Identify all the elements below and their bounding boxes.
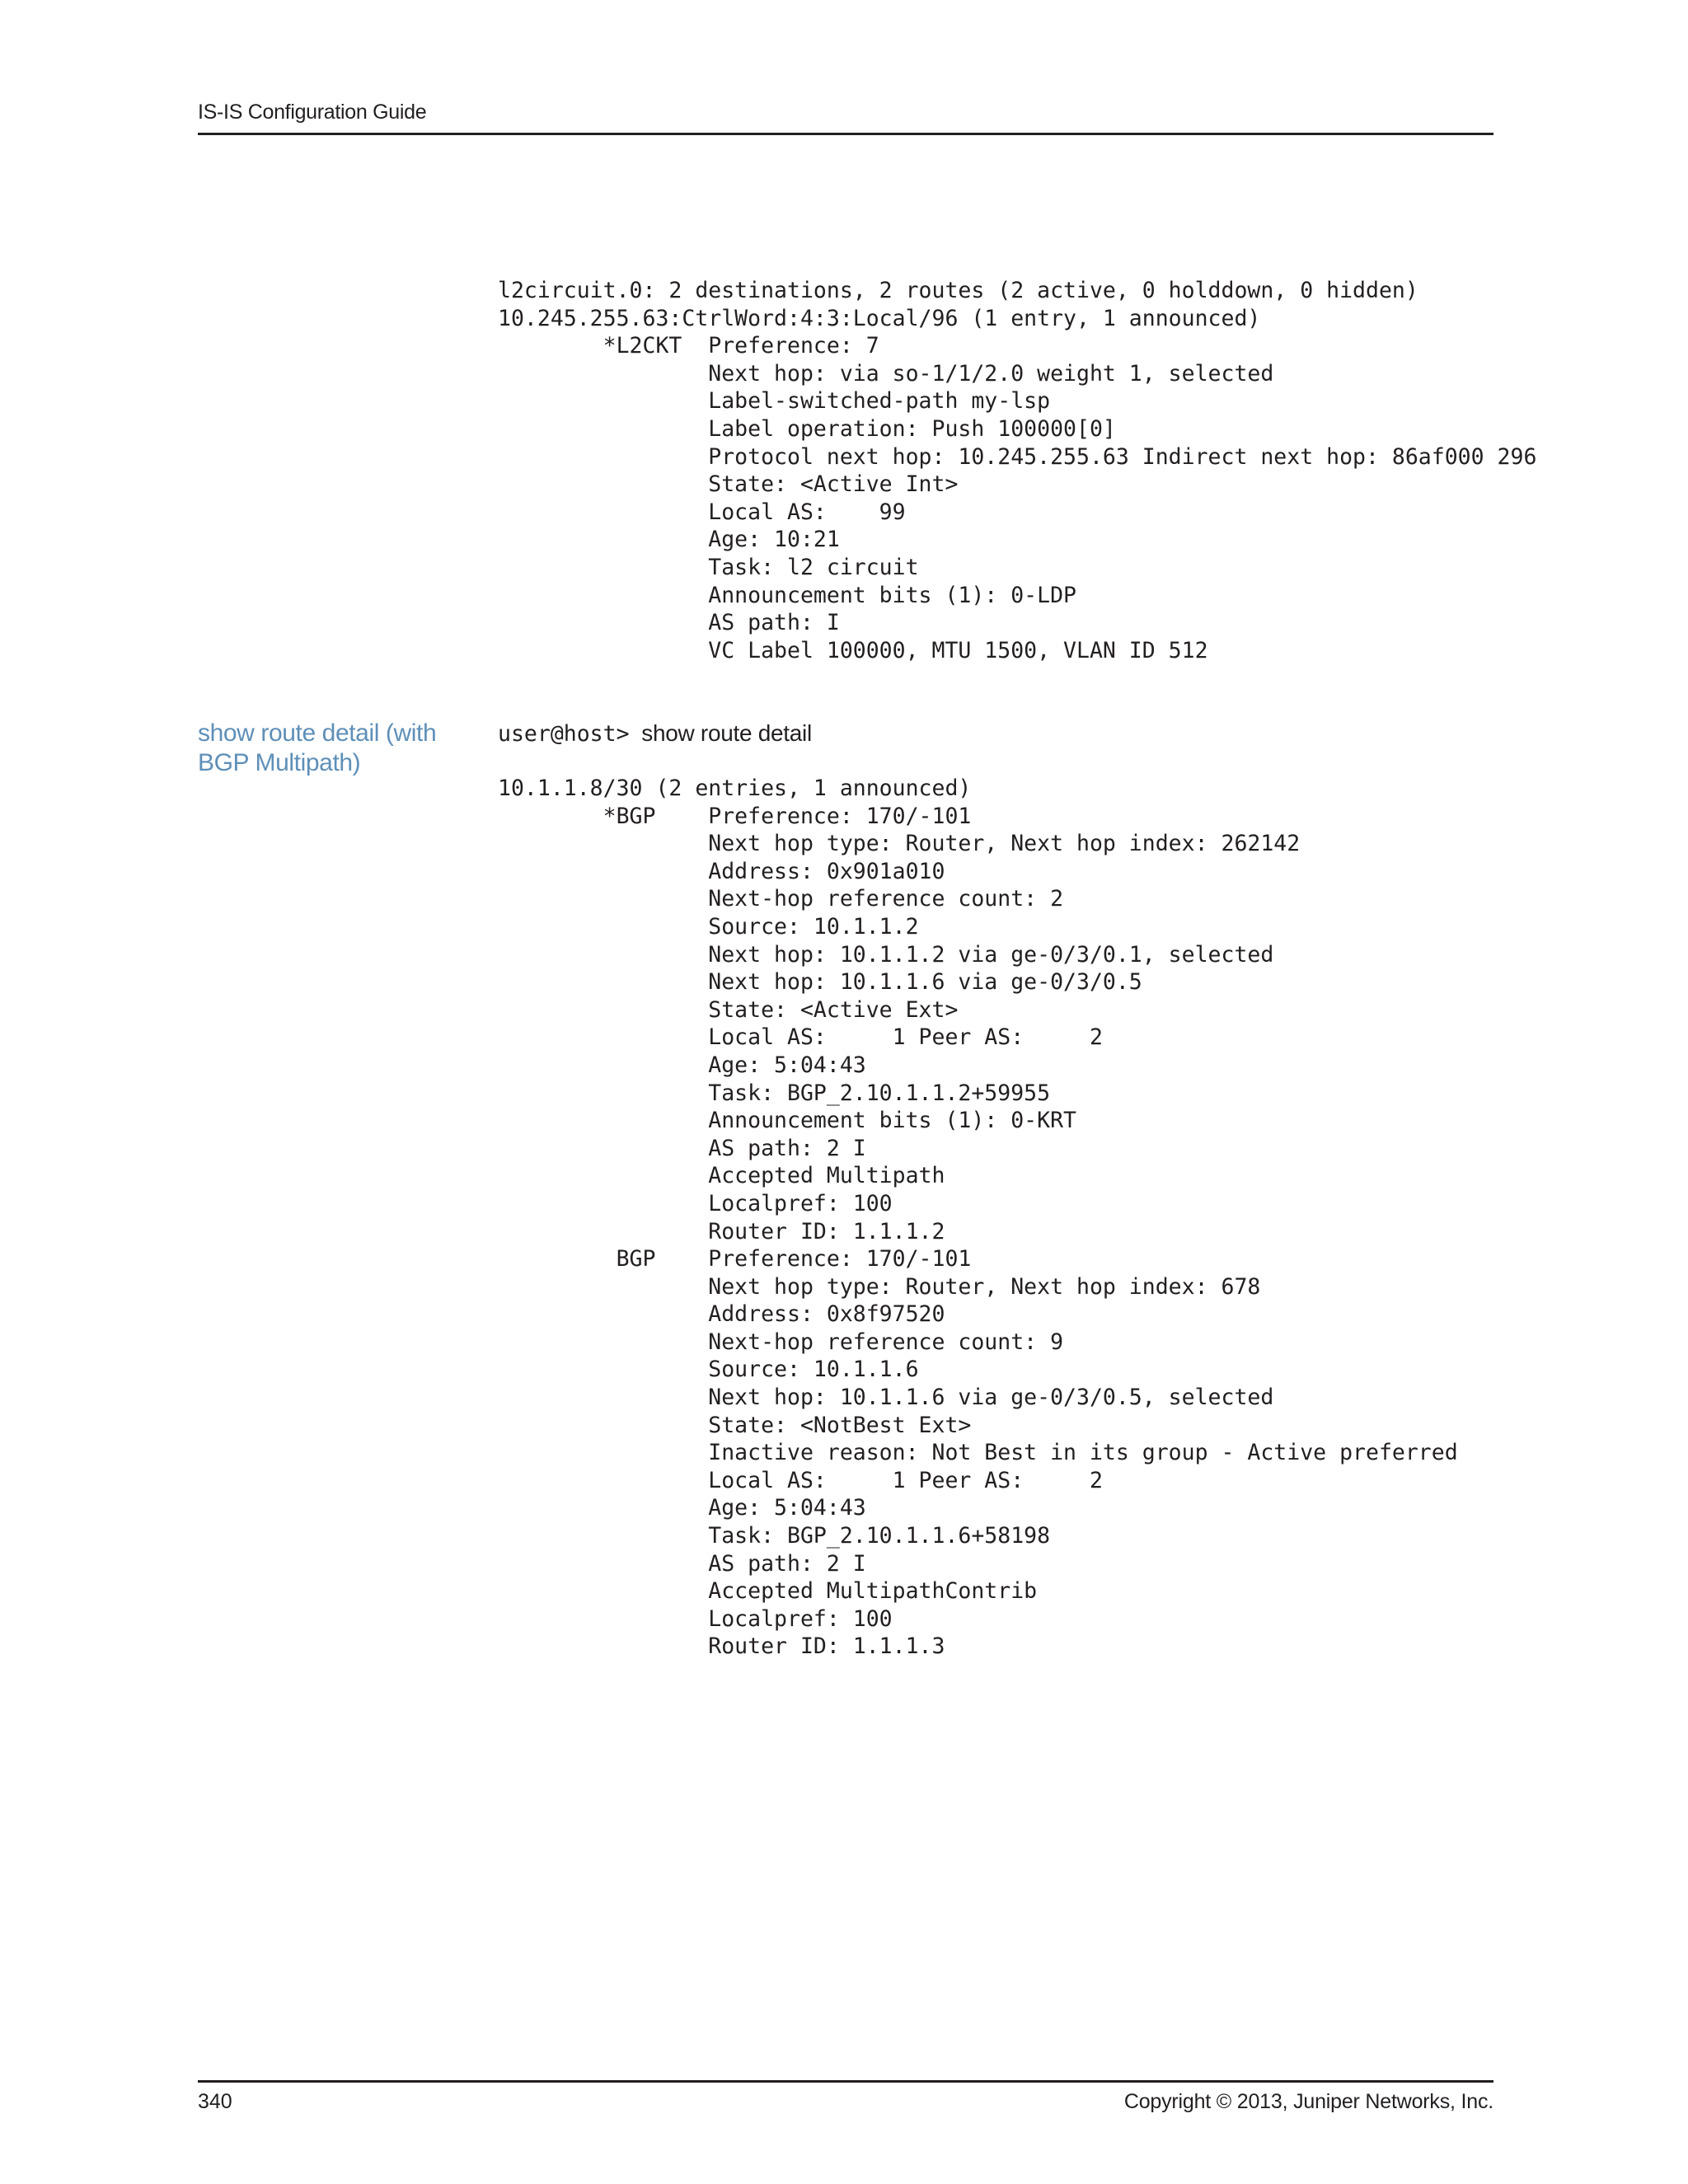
code-line: Router ID: 1.1.1.2: [498, 1218, 945, 1244]
code-line: Address: 0x8f97520: [498, 1301, 945, 1328]
code-line: Next-hop reference count: 9: [498, 1329, 1064, 1355]
code-line: Inactive reason: Not Best in its group - Active preferred: [498, 1440, 1458, 1466]
cli-command: show route detail: [641, 720, 812, 746]
code-line: BGP Preference: 170/-101: [498, 1246, 972, 1272]
code-line: *BGP Preference: 170/-101: [498, 803, 972, 829]
code-line: Source: 10.1.1.2: [498, 913, 919, 940]
command-line: [498, 719, 812, 748]
code-line: Router ID: 1.1.1.3: [498, 1633, 945, 1660]
code-line: State: <NotBest Ext>: [498, 1412, 972, 1438]
code-line: 10.245.255.63:CtrlWord:4:3:Local/96 (1 entry, 1 announced): [498, 305, 1261, 331]
code-line: Accepted MultipathContrib: [498, 1578, 1038, 1605]
section-heading: show route detail (with BGP Multipath): [198, 719, 437, 776]
code-line: Local AS: 99: [498, 499, 906, 525]
code-line: State: <Active Ext>: [498, 996, 959, 1023]
code-line: l2circuit.0: 2 destinations, 2 routes (2 active, 0 holddown, 0 hidden): [498, 278, 1418, 303]
code-line: *L2CKT Preference: 7: [498, 333, 879, 359]
code-line: Age: 10:21: [498, 527, 840, 553]
code-line: Task: BGP_2.10.1.1.2+59955: [498, 1080, 1051, 1106]
code-line: Accepted Multipath: [498, 1163, 945, 1189]
code-line: Task: l2 circuit: [498, 554, 919, 580]
copyright-notice: Copyright © 2013, Juniper Networks, Inc.: [1123, 2090, 1493, 2113]
code-line: Source: 10.1.1.6: [498, 1357, 919, 1383]
code-line: Label-switched-path my-lsp: [498, 388, 1051, 415]
code-line: Localpref: 100: [498, 1190, 893, 1216]
running-header-title: IS-IS Configuration Guide: [198, 101, 427, 124]
code-line: VC Label 100000, MTU 1500, VLAN ID 512: [498, 637, 1208, 663]
code-line: 10.1.1.8/30 (2 entries, 1 announced): [498, 776, 972, 801]
page-number: 340: [198, 2090, 232, 2113]
cli-prompt: user@host>: [498, 721, 630, 747]
code-line: AS path: 2 I: [498, 1135, 866, 1161]
code-line: Next hop type: Router, Next hop index: 678: [498, 1273, 1261, 1300]
code-line: Announcement bits (1): 0-LDP: [498, 582, 1076, 608]
code-line: Protocol next hop: 10.245.255.63 Indirect next hop: 86af000 296: [498, 443, 1537, 470]
code-line: Next hop type: Router, Next hop index: 262142: [498, 831, 1301, 857]
code-line: Next hop: 10.1.1.2 via ge-0/3/0.1, selected: [498, 941, 1274, 968]
code-line: Next-hop reference count: 2: [498, 886, 1064, 912]
code-line: State: <Active Int>: [498, 471, 959, 498]
code-line: Next hop: 10.1.1.6 via ge-0/3/0.5, selected: [498, 1385, 1274, 1411]
code-line: Label operation: Push 100000[0]: [498, 415, 1116, 442]
code-line: Next hop: via so-1/1/2.0 weight 1, selected: [498, 360, 1274, 387]
code-line: AS path: 2 I: [498, 1550, 866, 1577]
footer-rule: [198, 2080, 1493, 2083]
code-line: Age: 5:04:43: [498, 1052, 866, 1078]
code-line: Localpref: 100: [498, 1605, 893, 1632]
code-line: Task: BGP_2.10.1.1.6+58198: [498, 1523, 1051, 1549]
code-line: Next hop: 10.1.1.6 via ge-0/3/0.5: [498, 969, 1142, 996]
code-line: Announcement bits (1): 0-KRT: [498, 1108, 1076, 1134]
l2circuit-route-output: [498, 277, 1536, 664]
code-line: Local AS: 1 Peer AS: 2: [498, 1024, 1103, 1051]
code-line: AS path: I: [498, 610, 840, 636]
header-rule: [198, 133, 1493, 135]
code-line: Local AS: 1 Peer AS: 2: [498, 1467, 1103, 1493]
bgp-multipath-route-output: [498, 775, 1458, 1661]
code-line: Address: 0x901a010: [498, 858, 945, 884]
code-line: Age: 5:04:43: [498, 1495, 866, 1521]
